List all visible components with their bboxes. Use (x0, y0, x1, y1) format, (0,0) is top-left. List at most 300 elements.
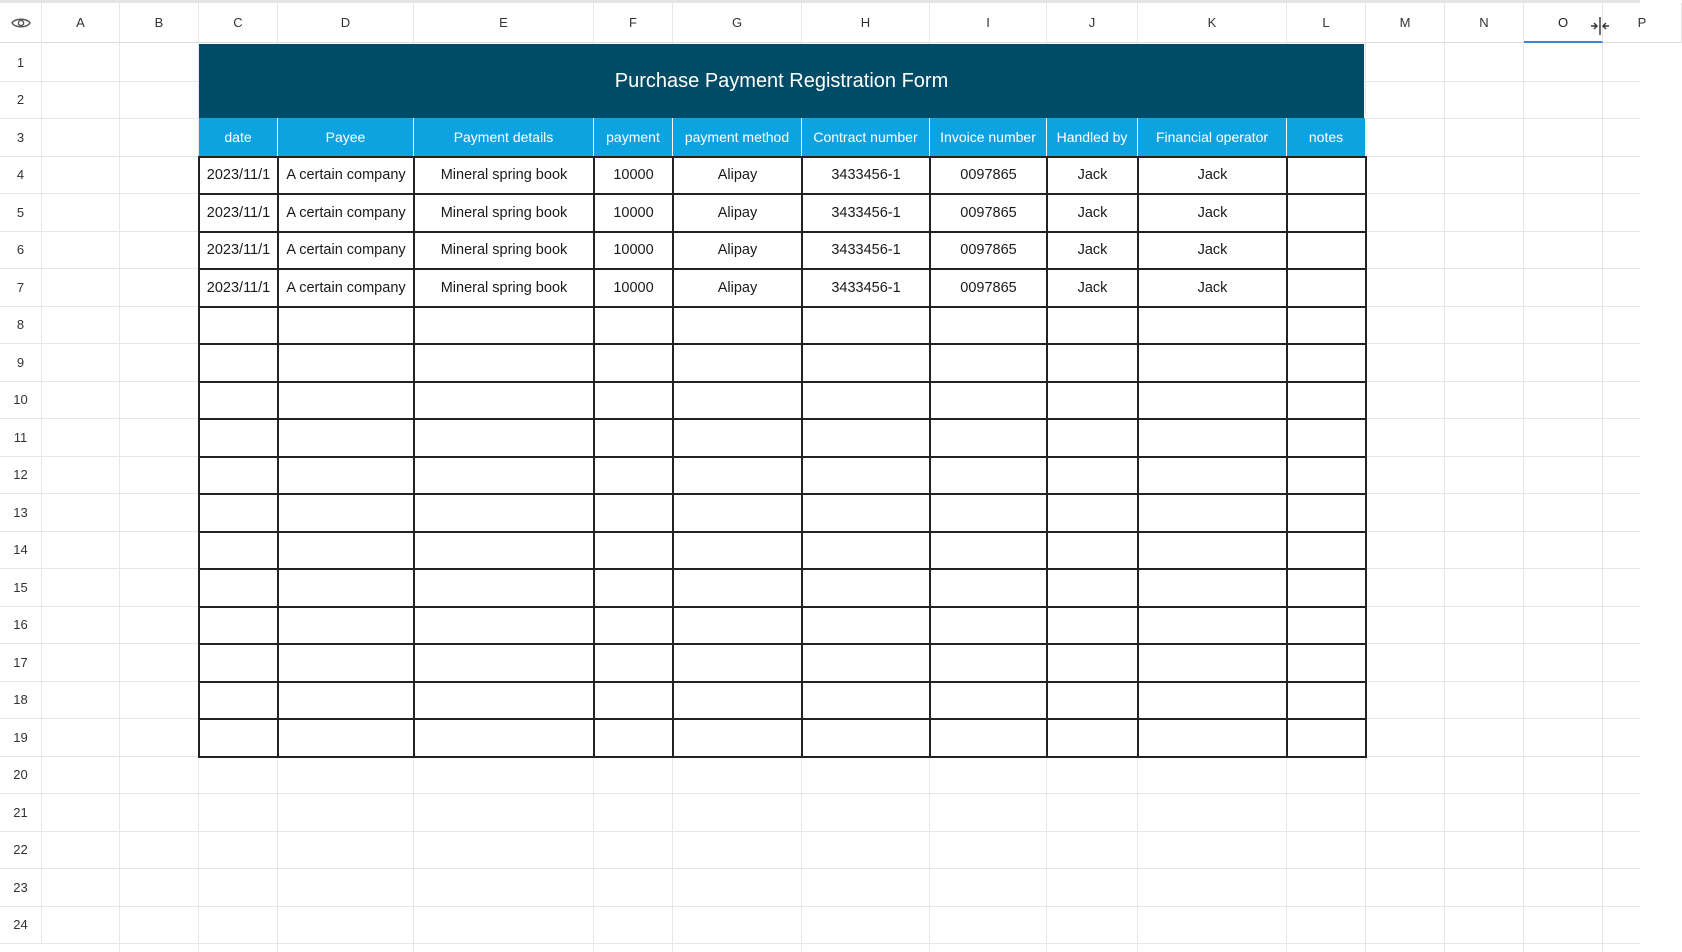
table-border-h (198, 718, 1367, 720)
row-header-4[interactable] (0, 157, 42, 195)
table-cell[interactable] (278, 607, 414, 645)
column-header-l[interactable] (1287, 3, 1366, 43)
column-resize-icon (1588, 14, 1612, 38)
row-label: 17 (13, 654, 28, 670)
cell-value: 2023/11/1 (206, 279, 271, 296)
table-cell[interactable] (199, 644, 278, 682)
row-header-15[interactable] (0, 569, 42, 607)
row-header-20[interactable] (0, 757, 42, 795)
table-cell[interactable] (594, 382, 673, 420)
column-header-h[interactable] (802, 3, 930, 43)
cell-value: Mineral spring book (440, 167, 568, 184)
table-cell[interactable] (930, 532, 1047, 570)
row-label: 9 (16, 354, 25, 370)
table-cell[interactable] (802, 569, 930, 607)
table-cell[interactable] (930, 269, 1047, 307)
column-title-invoice-number[interactable] (930, 118, 1047, 156)
table-cell[interactable] (802, 419, 930, 457)
table-border-h (198, 381, 1367, 383)
table-cell[interactable] (1047, 682, 1138, 720)
column-label: C (233, 15, 243, 30)
column-header-j[interactable] (1047, 3, 1138, 43)
table-cell[interactable] (414, 569, 594, 607)
column-label: P (1637, 15, 1647, 30)
cell-value: Jack (1077, 167, 1108, 184)
row-header-5[interactable] (0, 194, 42, 232)
column-label: A (76, 15, 85, 30)
table-cell[interactable] (1047, 494, 1138, 532)
cell-value: Jack (1077, 279, 1108, 296)
table-cell[interactable] (414, 419, 594, 457)
cell-value: 0097865 (960, 279, 1017, 296)
table-cell[interactable] (673, 607, 802, 645)
table-cell[interactable] (278, 494, 414, 532)
table-cell[interactable] (1138, 307, 1287, 345)
column-title-notes[interactable] (1287, 118, 1366, 156)
row-header-3[interactable] (0, 119, 42, 157)
table-border-h (198, 456, 1367, 458)
row-header-2[interactable] (0, 82, 42, 120)
table-cell[interactable] (414, 269, 594, 307)
table-cell[interactable] (594, 232, 673, 270)
table-cell[interactable] (594, 644, 673, 682)
column-header-i[interactable] (930, 3, 1047, 43)
table-cell[interactable] (278, 419, 414, 457)
table-cell[interactable] (802, 307, 930, 345)
grid-line-h (42, 943, 1640, 944)
table-cell[interactable] (278, 569, 414, 607)
row-label: 1 (16, 54, 25, 70)
cell-value: Alipay (717, 167, 758, 184)
table-cell[interactable] (199, 194, 278, 232)
table-cell[interactable] (1287, 344, 1366, 382)
row-label: 11 (13, 429, 28, 445)
row-header-9[interactable] (0, 344, 42, 382)
column-header-d[interactable] (278, 3, 414, 43)
table-cell[interactable] (594, 157, 673, 195)
table-cell[interactable] (930, 607, 1047, 645)
table-cell[interactable] (1047, 457, 1138, 495)
table-cell[interactable] (1287, 307, 1366, 345)
table-cell[interactable] (802, 382, 930, 420)
row-label: 5 (16, 204, 25, 220)
table-cell[interactable] (199, 494, 278, 532)
table-cell[interactable] (1047, 344, 1138, 382)
table-cell[interactable] (199, 457, 278, 495)
row-header-24[interactable] (0, 907, 42, 945)
table-cell[interactable] (802, 232, 930, 270)
column-title-text: date (224, 129, 252, 145)
cell-value: A certain company (286, 242, 406, 259)
table-cell[interactable] (199, 382, 278, 420)
table-border-h (198, 568, 1367, 570)
table-cell[interactable] (673, 344, 802, 382)
cell-value: Alipay (717, 279, 758, 296)
table-cell[interactable] (1047, 644, 1138, 682)
table-cell[interactable] (930, 307, 1047, 345)
table-cell[interactable] (673, 232, 802, 270)
row-label: 16 (13, 617, 28, 633)
table-cell[interactable] (930, 232, 1047, 270)
table-cell[interactable] (930, 382, 1047, 420)
row-header-18[interactable] (0, 682, 42, 720)
row-header-1[interactable] (0, 44, 42, 82)
table-cell[interactable] (1047, 569, 1138, 607)
table-cell[interactable] (594, 719, 673, 757)
table-cell[interactable] (930, 419, 1047, 457)
column-title-payee[interactable] (278, 118, 414, 156)
table-border-h (198, 756, 1367, 758)
column-label: K (1207, 15, 1217, 30)
table-cell[interactable] (594, 419, 673, 457)
table-cell[interactable] (278, 719, 414, 757)
cell-value: 3433456-1 (831, 167, 901, 184)
table-cell[interactable] (930, 644, 1047, 682)
row-label: 15 (13, 579, 28, 595)
table-cell[interactable] (414, 382, 594, 420)
table-cell[interactable] (673, 644, 802, 682)
column-label: D (340, 15, 351, 30)
column-title-text: Payee (325, 129, 366, 145)
row-header-7[interactable] (0, 269, 42, 307)
table-cell[interactable] (1047, 157, 1138, 195)
table-cell[interactable] (1287, 232, 1366, 270)
cell-value: 0097865 (960, 204, 1017, 221)
column-label: L (1322, 15, 1330, 30)
column-title-text: Invoice number (940, 129, 1036, 145)
row-label: 6 (16, 242, 25, 258)
table-cell[interactable] (594, 307, 673, 345)
table-cell[interactable] (199, 719, 278, 757)
grid-line-h (42, 831, 1640, 832)
table-cell[interactable] (199, 682, 278, 720)
table-cell[interactable] (1138, 607, 1287, 645)
table-cell[interactable] (930, 457, 1047, 495)
table-cell[interactable] (199, 607, 278, 645)
row-header-6[interactable] (0, 232, 42, 270)
table-cell[interactable] (1138, 419, 1287, 457)
table-cell[interactable] (1287, 419, 1366, 457)
table-cell[interactable] (1287, 607, 1366, 645)
column-header-m[interactable] (1366, 3, 1445, 43)
cell-value: Mineral spring book (440, 204, 568, 221)
table-border-h (198, 531, 1367, 533)
table-cell[interactable] (1287, 382, 1366, 420)
cell-value: Mineral spring book (440, 279, 568, 296)
table-cell[interactable] (199, 344, 278, 382)
table-cell[interactable] (414, 157, 594, 195)
table-cell[interactable] (930, 682, 1047, 720)
table-cell[interactable] (1047, 232, 1138, 270)
table-cell[interactable] (594, 532, 673, 570)
table-cell[interactable] (199, 532, 278, 570)
cell-value: 0097865 (960, 167, 1017, 184)
table-cell[interactable] (278, 232, 414, 270)
cell-value: 10000 (613, 279, 654, 296)
table-cell[interactable] (278, 382, 414, 420)
table-cell[interactable] (1138, 194, 1287, 232)
column-title-text: payment (606, 129, 660, 145)
table-cell[interactable] (802, 719, 930, 757)
table-cell[interactable] (1287, 269, 1366, 307)
column-header-a[interactable] (42, 3, 120, 43)
table-cell[interactable] (1287, 457, 1366, 495)
table-border-h (198, 268, 1367, 270)
table-cell[interactable] (1287, 157, 1366, 195)
column-title-text: payment method (684, 129, 790, 145)
column-label: B (154, 15, 164, 30)
table-cell[interactable] (1138, 269, 1287, 307)
table-cell[interactable] (673, 532, 802, 570)
table-cell[interactable] (673, 719, 802, 757)
column-label: F (629, 15, 637, 30)
column-title-text: notes (1308, 129, 1344, 145)
grid-line-h (42, 793, 1640, 794)
table-cell[interactable] (1138, 457, 1287, 495)
table-cell[interactable] (673, 157, 802, 195)
table-cell[interactable] (414, 194, 594, 232)
table-cell[interactable] (930, 719, 1047, 757)
column-title-date[interactable] (199, 118, 278, 156)
table-cell[interactable] (1287, 682, 1366, 720)
table-cell[interactable] (673, 569, 802, 607)
cell-value: A certain company (286, 204, 406, 221)
cell-value: Jack (1197, 167, 1228, 184)
column-title-payment[interactable] (594, 118, 673, 156)
table-cell[interactable] (199, 269, 278, 307)
column-header-p[interactable] (1603, 3, 1682, 43)
row-header-17[interactable] (0, 644, 42, 682)
row-header-10[interactable] (0, 382, 42, 420)
table-cell[interactable] (673, 419, 802, 457)
table-cell[interactable] (594, 569, 673, 607)
row-header-19[interactable] (0, 719, 42, 757)
column-title-handled-by[interactable] (1047, 118, 1138, 156)
table-cell[interactable] (414, 457, 594, 495)
table-cell[interactable] (1138, 644, 1287, 682)
cell-value: 3433456-1 (831, 204, 901, 221)
form-title-banner[interactable] (199, 44, 1364, 118)
column-title-contract-number[interactable] (802, 118, 930, 156)
column-header-f[interactable] (594, 3, 673, 43)
eye-icon[interactable] (11, 16, 31, 30)
table-cell[interactable] (1287, 569, 1366, 607)
cell-value: 10000 (613, 167, 654, 184)
table-border-h (198, 606, 1367, 608)
table-border-h (198, 681, 1367, 683)
column-header-g[interactable] (673, 3, 802, 43)
column-title-payment-details[interactable] (414, 118, 594, 156)
table-cell[interactable] (414, 232, 594, 270)
table-cell[interactable] (802, 607, 930, 645)
table-cell[interactable] (414, 682, 594, 720)
table-cell[interactable] (278, 194, 414, 232)
row-header-11[interactable] (0, 419, 42, 457)
row-label: 13 (13, 504, 28, 520)
table-cell[interactable] (802, 157, 930, 195)
table-cell[interactable] (414, 307, 594, 345)
row-label: 24 (13, 917, 28, 933)
cell-value: Jack (1197, 279, 1228, 296)
cell-value: Jack (1197, 242, 1228, 259)
row-header-22[interactable] (0, 832, 42, 870)
table-cell[interactable] (802, 644, 930, 682)
table-cell[interactable] (802, 494, 930, 532)
table-cell[interactable] (1138, 157, 1287, 195)
table-cell[interactable] (802, 194, 930, 232)
table-cell[interactable] (278, 644, 414, 682)
row-header-12[interactable] (0, 457, 42, 495)
table-cell[interactable] (594, 269, 673, 307)
table-cell[interactable] (278, 157, 414, 195)
table-cell[interactable] (594, 194, 673, 232)
table-cell[interactable] (802, 269, 930, 307)
table-cell[interactable] (414, 532, 594, 570)
cell-value: 3433456-1 (831, 279, 901, 296)
table-cell[interactable] (199, 307, 278, 345)
column-title-payment-method[interactable] (673, 118, 802, 156)
column-label: O (1557, 14, 1569, 30)
table-cell[interactable] (673, 457, 802, 495)
table-cell[interactable] (673, 194, 802, 232)
row-label: 8 (16, 317, 25, 333)
cell-value: 3433456-1 (831, 242, 901, 259)
table-cell[interactable] (673, 494, 802, 532)
table-cell[interactable] (594, 494, 673, 532)
table-cell[interactable] (1138, 569, 1287, 607)
select-all-corner[interactable] (0, 3, 42, 43)
table-cell[interactable] (673, 307, 802, 345)
row-header-23[interactable] (0, 869, 42, 907)
table-cell[interactable] (199, 157, 278, 195)
table-cell[interactable] (1287, 644, 1366, 682)
table-cell[interactable] (594, 457, 673, 495)
table-cell[interactable] (414, 344, 594, 382)
row-label: 22 (13, 842, 28, 858)
cell-value: 2023/11/1 (206, 242, 271, 259)
table-cell[interactable] (278, 532, 414, 570)
row-label: 7 (16, 279, 25, 295)
table-cell[interactable] (930, 494, 1047, 532)
table-cell[interactable] (1047, 382, 1138, 420)
table-cell[interactable] (1287, 719, 1366, 757)
table-cell[interactable] (1138, 719, 1287, 757)
grid-line-h (42, 868, 1640, 869)
cell-value: 10000 (613, 204, 654, 221)
table-cell[interactable] (1047, 194, 1138, 232)
table-cell[interactable] (930, 157, 1047, 195)
table-cell[interactable] (930, 569, 1047, 607)
table-cell[interactable] (199, 569, 278, 607)
cell-value: 2023/11/1 (206, 204, 271, 221)
table-cell[interactable] (199, 419, 278, 457)
row-label: 23 (13, 879, 28, 895)
column-label: E (499, 15, 508, 30)
table-cell[interactable] (278, 269, 414, 307)
table-cell[interactable] (594, 607, 673, 645)
table-cell[interactable] (1047, 719, 1138, 757)
table-cell[interactable] (414, 607, 594, 645)
row-label: 21 (13, 804, 28, 820)
table-cell[interactable] (930, 344, 1047, 382)
table-cell[interactable] (802, 682, 930, 720)
table-cell[interactable] (414, 644, 594, 682)
row-label: 14 (13, 542, 28, 558)
row-header-8[interactable] (0, 307, 42, 345)
table-cell[interactable] (594, 682, 673, 720)
row-label: 18 (13, 692, 28, 708)
table-cell[interactable] (802, 457, 930, 495)
column-title-text: Contract number (813, 129, 918, 145)
cell-value: Jack (1077, 242, 1108, 259)
table-cell[interactable] (930, 194, 1047, 232)
column-label: H (860, 15, 871, 30)
row-label: 2 (16, 92, 25, 108)
table-border-h (198, 193, 1367, 195)
table-cell[interactable] (1138, 344, 1287, 382)
table-cell[interactable] (1138, 494, 1287, 532)
table-border-h (198, 231, 1367, 233)
table-cell[interactable] (1138, 382, 1287, 420)
table-cell[interactable] (1138, 532, 1287, 570)
column-header-e[interactable] (414, 3, 594, 43)
table-cell[interactable] (673, 682, 802, 720)
table-cell[interactable] (802, 344, 930, 382)
cell-value: A certain company (286, 279, 406, 296)
cell-value: Alipay (717, 204, 758, 221)
row-label: 20 (13, 767, 28, 783)
table-cell[interactable] (1047, 307, 1138, 345)
cell-value: Jack (1197, 204, 1228, 221)
column-header-k[interactable] (1138, 3, 1287, 43)
table-cell[interactable] (1138, 232, 1287, 270)
row-header-21[interactable] (0, 794, 42, 832)
table-cell[interactable] (1287, 194, 1366, 232)
column-header-c[interactable] (199, 3, 278, 43)
table-cell[interactable] (673, 382, 802, 420)
table-cell[interactable] (1138, 682, 1287, 720)
row-header-14[interactable] (0, 532, 42, 570)
column-title-financial-operator[interactable] (1138, 118, 1287, 156)
table-cell[interactable] (1047, 419, 1138, 457)
row-label: 10 (13, 392, 28, 408)
table-cell[interactable] (199, 232, 278, 270)
column-header-n[interactable] (1445, 3, 1524, 43)
row-header-13[interactable] (0, 494, 42, 532)
table-cell[interactable] (1047, 532, 1138, 570)
table-cell[interactable] (802, 532, 930, 570)
row-header-16[interactable] (0, 607, 42, 645)
table-cell[interactable] (673, 269, 802, 307)
grid-line-v (119, 43, 120, 952)
column-label: I (986, 15, 990, 30)
table-cell[interactable] (278, 307, 414, 345)
table-cell[interactable] (1287, 494, 1366, 532)
table-cell[interactable] (1047, 269, 1138, 307)
table-cell[interactable] (414, 719, 594, 757)
table-cell[interactable] (278, 344, 414, 382)
table-cell[interactable] (278, 682, 414, 720)
cell-value: Mineral spring book (440, 242, 568, 259)
table-cell[interactable] (278, 457, 414, 495)
column-header-b[interactable] (120, 3, 199, 43)
table-cell[interactable] (414, 494, 594, 532)
table-cell[interactable] (1287, 532, 1366, 570)
table-cell[interactable] (594, 344, 673, 382)
grid-line-v (1444, 43, 1445, 952)
table-cell[interactable] (1047, 607, 1138, 645)
form-title: Purchase Payment Registration Form (614, 69, 949, 92)
